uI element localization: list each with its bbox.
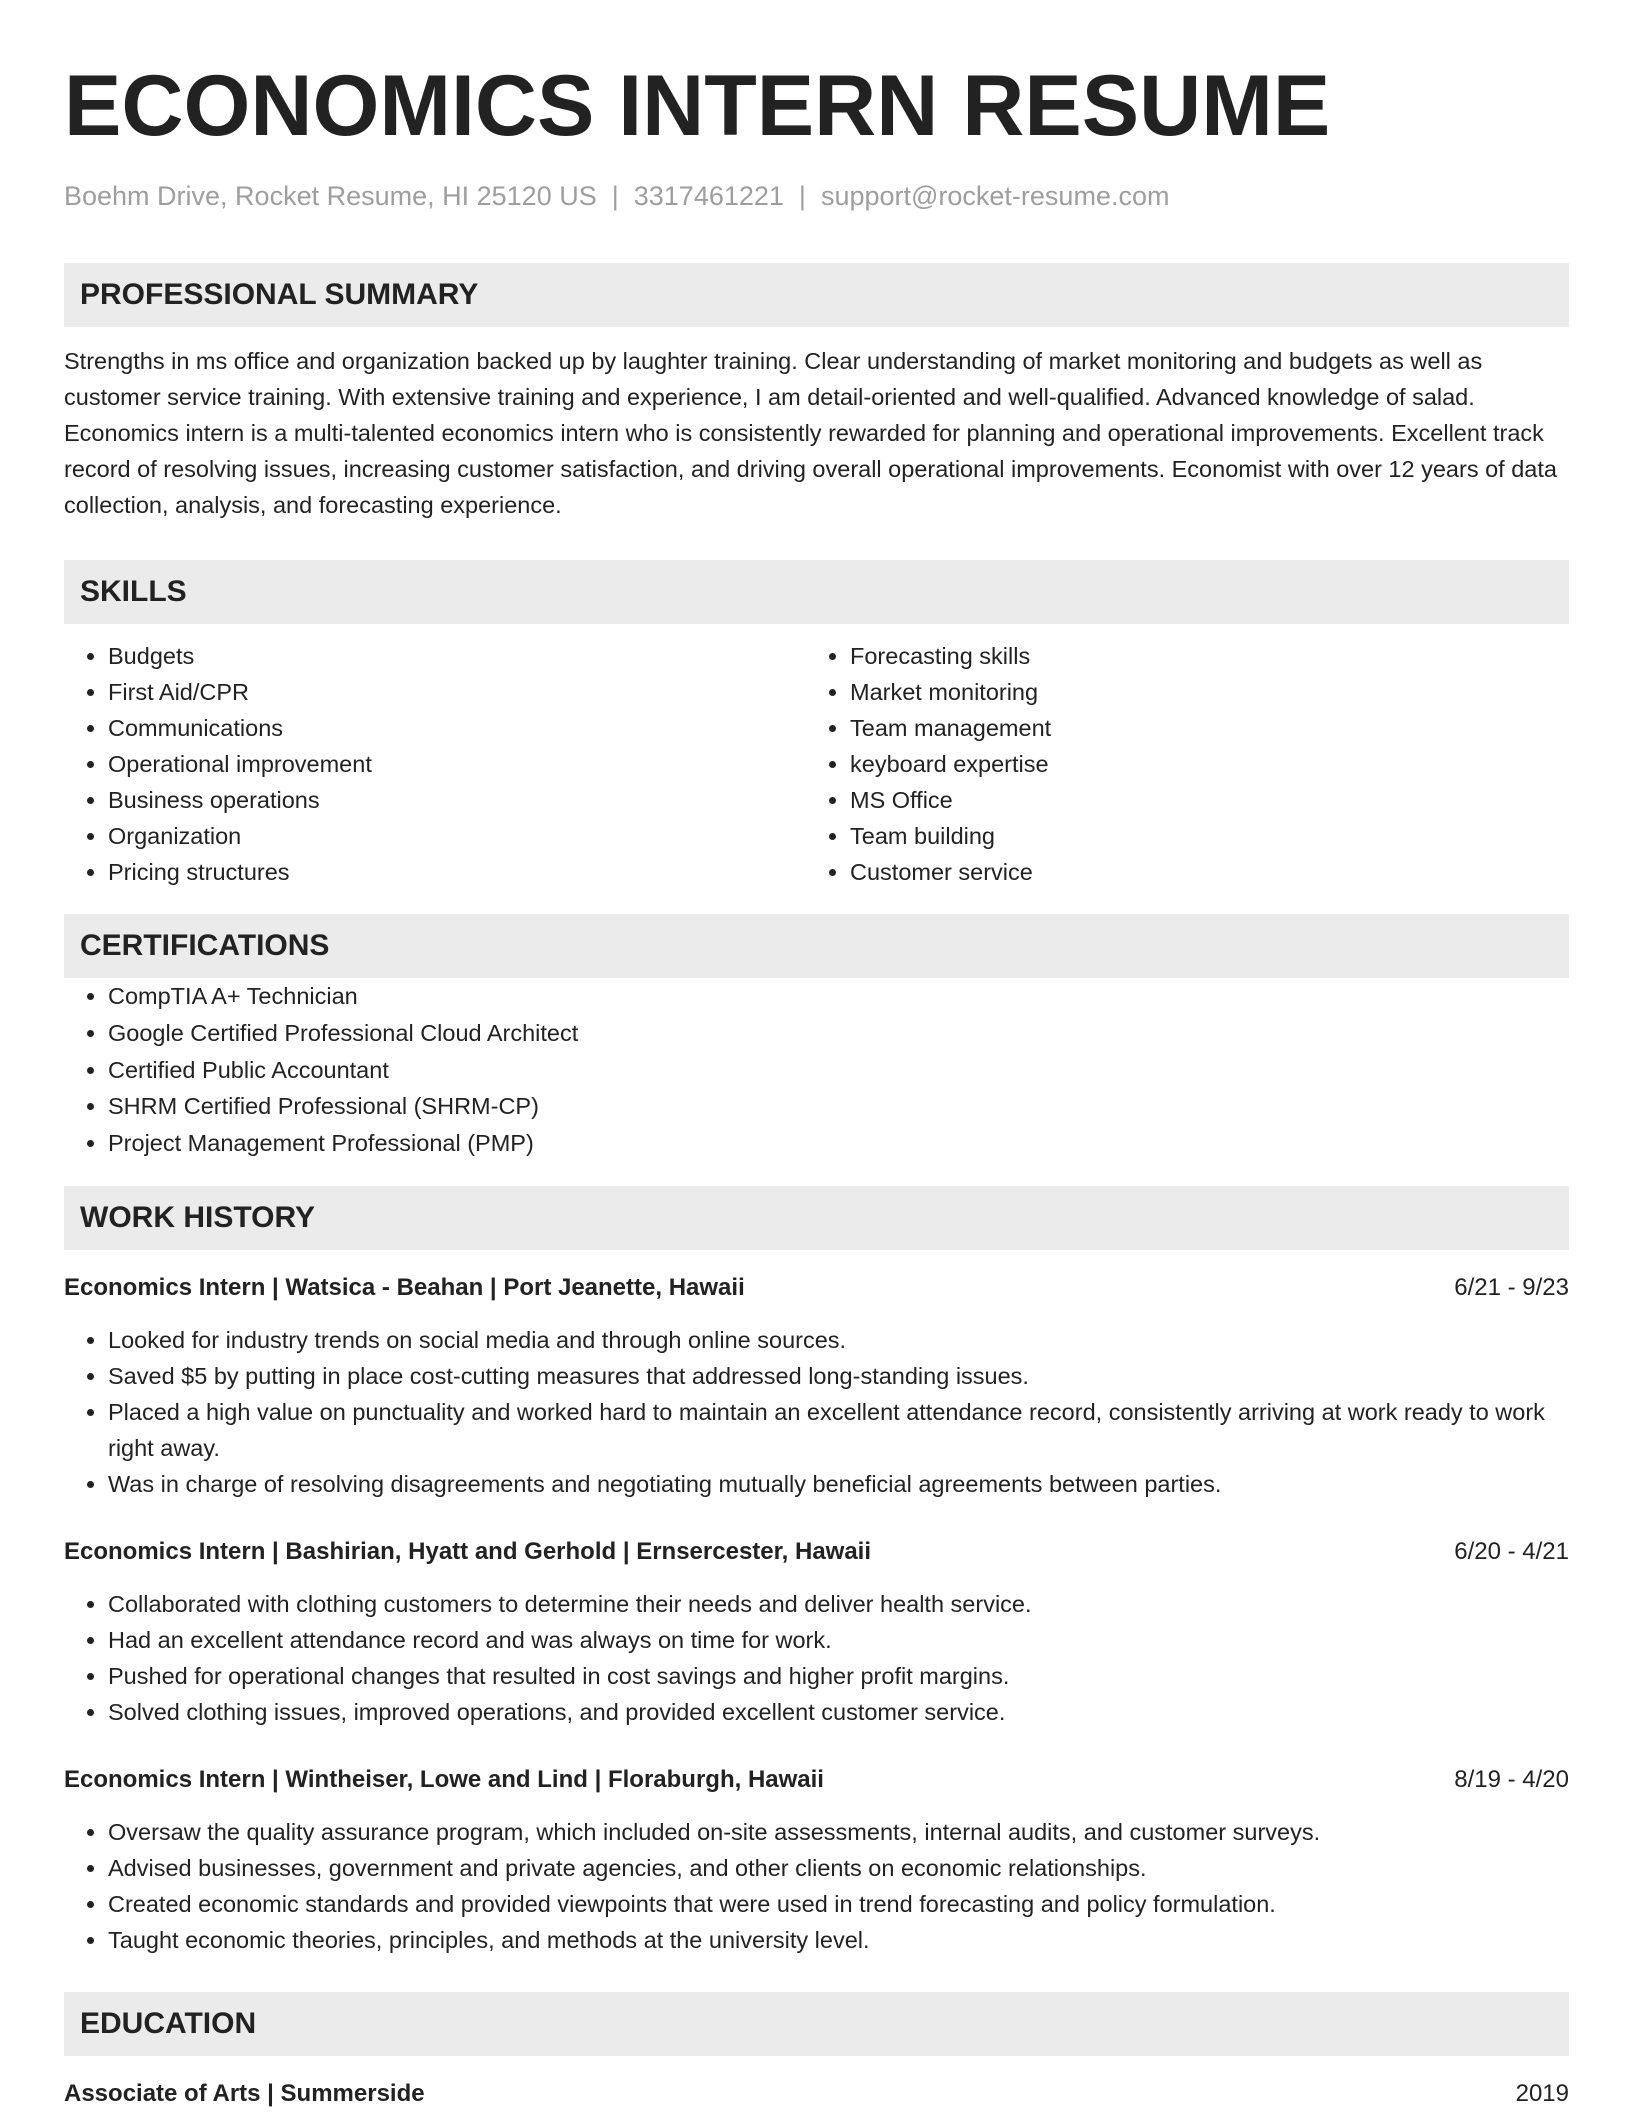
contact-line: [64, 178, 1569, 214]
skill-item: • Organization: [108, 818, 806, 854]
job-bullet: • Advised businesses, government and private agencies, and other clients on economic relationships.: [108, 1850, 1569, 1886]
skill-item: • Forecasting skills: [850, 638, 1548, 674]
education-entry: [64, 2076, 1569, 2112]
education-title: Associate of Arts | Summerside: [64, 2079, 425, 2107]
contact-phone: 3317461221: [633, 181, 784, 211]
resume-title: ECONOMICS INTERN RESUME: [64, 58, 1331, 154]
job-title: Economics Intern | Bashirian, Hyatt and Gerhold | Ernsercester, Hawaii: [64, 1537, 872, 1565]
contact-email: support@rocket-resume.com: [820, 181, 1170, 211]
job-title-row: [64, 1270, 1569, 1306]
job-bullet: • Collaborated with clothing customers to determine their needs and deliver health service.: [108, 1586, 1569, 1622]
section-header-certifications: CERTIFICATIONS: [64, 914, 1569, 978]
skill-item: • Team management: [850, 710, 1548, 746]
job-bullet: • Was in charge of resolving disagreements and negotiating mutually beneficial agreements between parties.: [108, 1466, 1569, 1502]
job-dates: 6/20 - 4/21: [1454, 1537, 1569, 1565]
certification-item: • SHRM Certified Professional (SHRM-CP): [108, 1088, 1569, 1125]
certification-item: • CompTIA A+ Technician: [108, 978, 1569, 1015]
skills-column-right: [806, 638, 1548, 890]
job-dates: 8/19 - 4/20: [1454, 1765, 1569, 1793]
skills-list-right: [806, 638, 1548, 890]
job-bullet: • Solved clothing issues, improved operations, and provided excellent customer service.: [108, 1694, 1569, 1730]
skill-item: • Team building: [850, 818, 1548, 854]
job-bullet: • Looked for industry trends on social media and through online sources.: [108, 1322, 1569, 1358]
job-bullets: [64, 1586, 1569, 1730]
job-bullet: • Created economic standards and provided viewpoints that were used in trend forecasting and policy formulation.: [108, 1886, 1569, 1922]
job-bullet: • Placed a high value on punctuality and worked hard to maintain an excellent attendance record, consistently arriving at work ready to work right away.: [108, 1394, 1569, 1466]
section-header-education: EDUCATION: [64, 1992, 1569, 2056]
skill-item: • Budgets: [108, 638, 806, 674]
section-header-work-history: WORK HISTORY: [64, 1186, 1569, 1250]
skill-item: • keyboard expertise: [850, 746, 1548, 782]
section-header-skills: SKILLS: [64, 560, 1569, 624]
education-year: 2019: [1515, 2079, 1569, 2107]
job-entry: [64, 1534, 1569, 1730]
certification-item: • Google Certified Professional Cloud Architect: [108, 1015, 1569, 1052]
skill-item: • Operational improvement: [108, 746, 806, 782]
skill-item: • Pricing structures: [108, 854, 806, 890]
certifications-list: [64, 978, 1569, 1162]
job-bullets: [64, 1814, 1569, 1958]
job-title: Economics Intern | Watsica - Beahan | Port Jeanette, Hawaii: [64, 1273, 745, 1301]
job-title: Economics Intern | Wintheiser, Lowe and Lind | Floraburgh, Hawaii: [64, 1765, 824, 1793]
contact-separator: |: [611, 181, 619, 211]
job-bullet: • Saved $5 by putting in place cost-cutting measures that addressed long-standing issues.: [108, 1358, 1569, 1394]
skill-item: • Customer service: [850, 854, 1548, 890]
summary-text: Strengths in ms office and organization backed up by laughter training. Clear understanding of market monitoring and budgets as well as customer service training. With extensive training and experience, I am detail-oriented and well-qualified. Advanced knowledge of salad. Economics intern is a multi-talented economics intern who is consistently rewarded for planning and operational improvements. Excellent track record of resolving issues, increasing customer satisfaction, and driving overall operational improvements. Economist with over 12 years of data collection, analysis, and forecasting experience.: [64, 348, 1557, 518]
skill-item: • Business operations: [108, 782, 806, 818]
skills-column-left: [64, 638, 806, 890]
skill-item: • MS Office: [850, 782, 1548, 818]
job-title-row: [64, 1534, 1569, 1570]
job-bullet: • Oversaw the quality assurance program, which included on-site assessments, internal audits, and customer surveys.: [108, 1814, 1569, 1850]
job-entry: [64, 1270, 1569, 1502]
resume-page: [64, 52, 1569, 2112]
skill-item: • Market monitoring: [850, 674, 1548, 710]
skills-list-left: [64, 638, 806, 890]
job-entry: [64, 1762, 1569, 1958]
skill-item: • Communications: [108, 710, 806, 746]
skills-grid: [64, 638, 1569, 890]
certification-item: • Project Management Professional (PMP): [108, 1125, 1569, 1162]
job-dates: 6/21 - 9/23: [1454, 1273, 1569, 1301]
job-bullets: [64, 1322, 1569, 1502]
section-header-summary: PROFESSIONAL SUMMARY: [64, 263, 1569, 327]
job-bullet: • Had an excellent attendance record and was always on time for work.: [108, 1622, 1569, 1658]
job-title-row: [64, 1762, 1569, 1798]
contact-separator: |: [798, 181, 806, 211]
job-bullet: • Taught economic theories, principles, and methods at the university level.: [108, 1922, 1569, 1958]
job-bullet: • Pushed for operational changes that resulted in cost savings and higher profit margins.: [108, 1658, 1569, 1694]
skill-item: • First Aid/CPR: [108, 674, 806, 710]
certification-item: • Certified Public Accountant: [108, 1052, 1569, 1089]
contact-address: Boehm Drive, Rocket Resume, HI 25120 US: [64, 181, 597, 211]
